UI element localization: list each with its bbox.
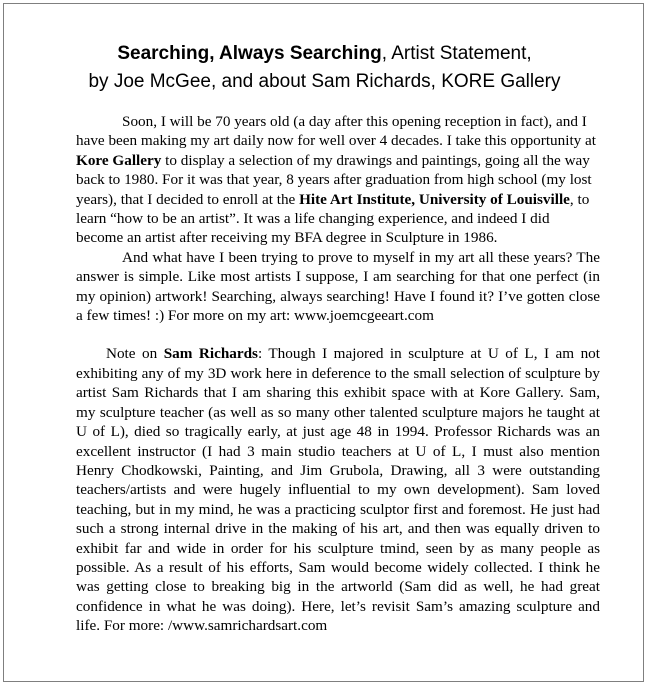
- para1-text-1: Soon, I will be 70 years old (a day after this opening reception in fact), and I have been making my art daily now for well over 4 decades. I take this opportunity at: [76, 113, 597, 150]
- title-line2: by Joe McGee, and about Sam Richards, KORE Gallery: [88, 71, 561, 92]
- title-bold: Searching, Always Searching: [117, 43, 382, 64]
- paragraph-intro: [76, 112, 600, 248]
- document-body: [76, 112, 600, 636]
- document-page: [3, 3, 644, 682]
- para1-text-3: , to learn “how to be an artist”. It was a life changing experience, and indeed I did become an artist after receiving my BFA degree in Sculpture in 1986.: [76, 190, 590, 247]
- para3-text-1: Note on: [106, 345, 164, 363]
- sam-richards-bold: Sam Richards: [163, 345, 258, 363]
- hite-art-institute-bold: Hite Art Institute, University of Louisville: [299, 190, 570, 208]
- para3-text-2: : Though I majored in sculpture at U of L, I am not exhibiting any of my 3D work here in deference to the small selection of sculpture by artist Sam Richards that I am sharing this exhibit space with at Kore Gallery. Sam, my sculpture teacher (as well as so many other talented sculpture majors he taught at U of L), died so tragically early, at just age 48 in 1994. Professor Richards was an excellent instructor (I had 3 main studio teachers at U of L, I must also mention Henry Chodkowski, Painting, and Jim Grubola, Drawing, all 3 were outstanding teachers/artists and were hugely influential to my own development). Sam loved teaching, but in my mind, he was a practicing sculptor first and foremost. He just had such a strong internal drive in the making of his art, and then was equally driven to exhibit far and wide in order for his sculpture tmind, seen by as many people as possible. As a result of his efforts, Sam would become widely collected. I think he was getting close to breaking big in the artworld (Sam did as well, he had great confidence in what he was doing). Here, let’s revisit Sam’s amazing sculpture and life. For more: /www.samrichardsart.com: [76, 345, 600, 635]
- kore-gallery-bold: Kore Gallery: [76, 151, 162, 169]
- paragraph-searching: And what have I been trying to prove to myself in my art all these years? The answer is simple. Like most artists I suppose, I am searching for that one perfect (in my opinion) artwork! Searching, always searching! Have I found it? I’ve gotten close a few times! :) For more on my art: www.joemcgeeart.com: [76, 248, 600, 325]
- title-line1-rest: , Artist Statement,: [381, 43, 532, 64]
- document-title: [4, 40, 645, 96]
- paragraph-sam-richards: [76, 344, 600, 635]
- para1-text-2: to display a selection of my drawings and paintings, going all the way back to 1980. For it was that year, 8 years after graduation from high school (my lost years), that I decided to enroll at the: [76, 151, 592, 208]
